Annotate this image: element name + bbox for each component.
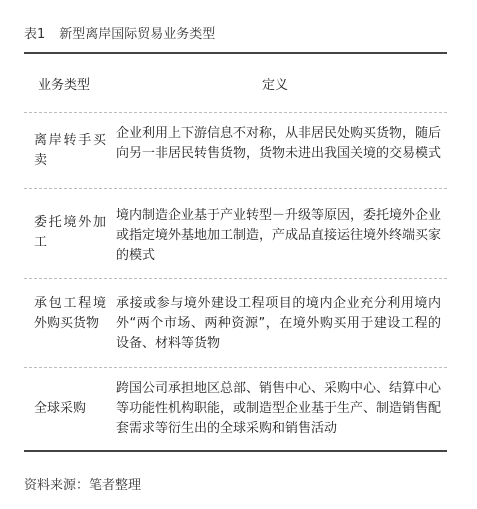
row-definition: 企业利用上下游信息不对称，从非居民处购买货物，随后向另一非居民转售货物，货物未进出我国关境的交易模式 — [116, 126, 442, 161]
row-type: 委托境外加工 — [34, 215, 106, 250]
row-definition: 承接或参与境外建设工程项目的境内企业充分利用境内外“两个市场、两种资源”，在境外购买用于建设工程的设备、材料等货物 — [116, 296, 441, 351]
header-definition: 定义 — [262, 78, 289, 93]
row-definition: 跨国公司承担地区总部、销售中心、采购中心、结算中心等功能性机构职能，或制造型企业基于生产、制造销售配套需求等衍生出的全球采购和销售活动 — [116, 381, 442, 436]
table-bottom-rule — [24, 450, 447, 452]
row-type: 承包工程境外购买货物 — [34, 296, 106, 331]
row-divider — [24, 367, 447, 368]
table-title: 新型离岸国际贸易业务类型 — [59, 27, 216, 42]
table-number: 表1 — [24, 27, 46, 42]
row-type: 全球采购 — [34, 401, 87, 416]
row-definition: 境内制造企业基于产业转型－升级等原因，委托境外企业或指定境外基地加工制造，产成品直接运往境外终端买家的模式 — [116, 208, 442, 263]
table-top-rule — [24, 52, 447, 54]
header-divider — [24, 112, 447, 113]
row-divider — [24, 278, 447, 279]
table-caption — [24, 23, 215, 42]
row-divider — [24, 188, 447, 189]
header-business-type: 业务类型 — [38, 78, 91, 93]
source-note: 资料来源：笔者整理 — [24, 478, 142, 493]
row-type: 离岸转手买卖 — [34, 133, 106, 168]
